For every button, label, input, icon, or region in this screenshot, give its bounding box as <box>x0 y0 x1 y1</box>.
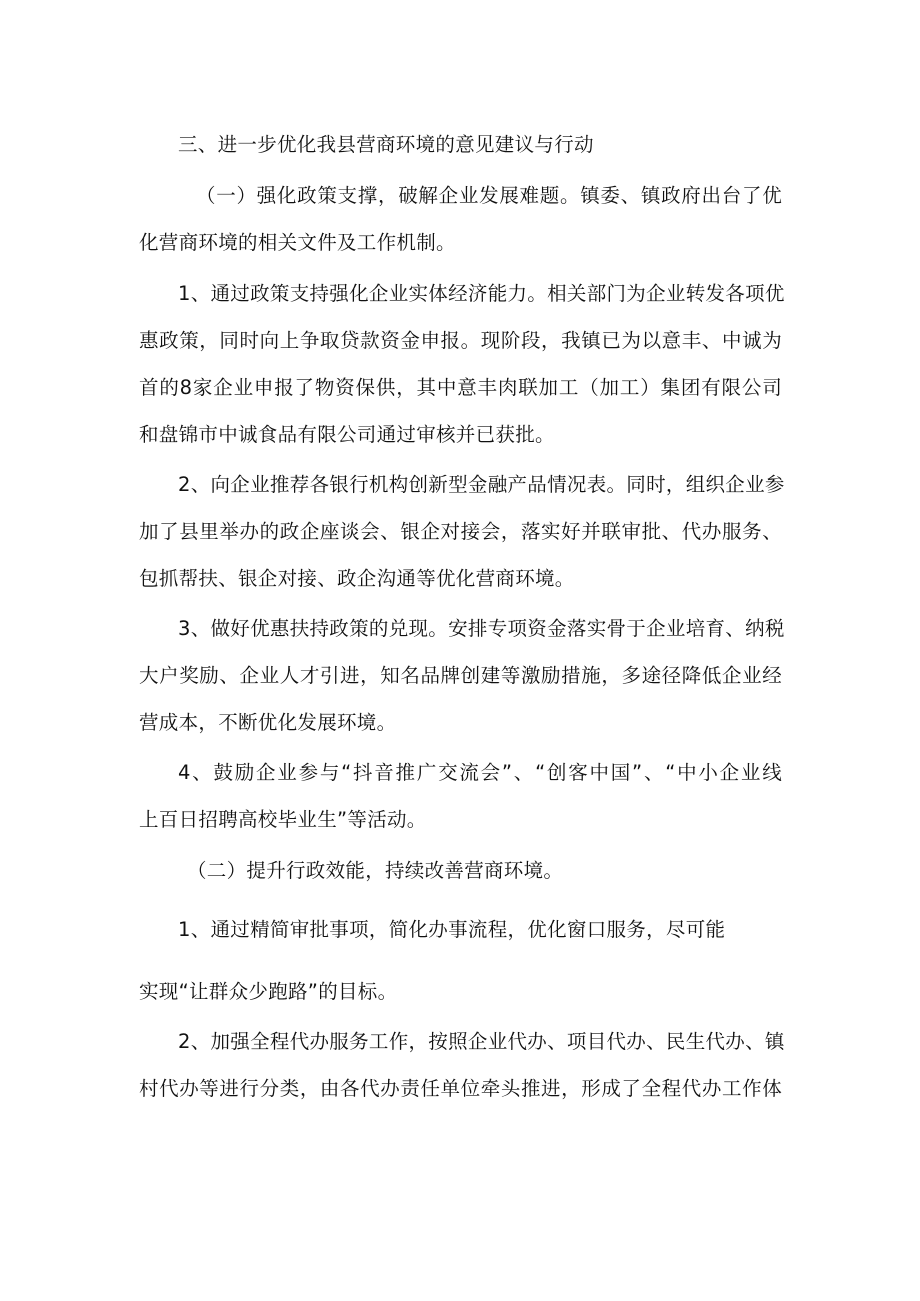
paragraph-line: 村代办等进行分类，由各代办责任单位牵头推进，形成了全程代办工作体 <box>139 1077 782 1100</box>
paragraph-line: 上百日招聘高校毕业生”等活动。 <box>139 808 427 831</box>
paragraph-line: 1、通过精简审批事项，简化办事流程，优化窗口服务，尽可能 <box>178 918 726 941</box>
paragraph-line: 营成本，不断优化发展环境。 <box>139 711 397 734</box>
paragraph-line: 和盘锦市中诚食品有限公司通过审核并已获批。 <box>139 423 555 446</box>
paragraph-line: 2、向企业推荐各银行机构创新型金融产品情况表。同时，组织企业参 <box>178 473 785 496</box>
section-heading: （二）提升行政效能，持续改善营商环境。 <box>187 859 564 882</box>
paragraph-line: 大户奖励、企业人才引进，知名品牌创建等激励措施，多途径降低企业经 <box>139 664 782 687</box>
paragraph-line: 包抓帮扶、银企对接、政企沟通等优化营商环境。 <box>139 567 575 590</box>
paragraph-line: 3、做好优惠扶持政策的兑现。安排专项资金落实骨于企业培育、纳税 <box>178 617 785 640</box>
paragraph-line: 加了县里举办的政企座谈会、银企对接会，落实好并联审批、代办服务、 <box>139 520 782 543</box>
paragraph-line: 1、通过政策支持强化企业实体经济能力。相关部门为企业转发各项优 <box>178 282 785 305</box>
section-heading: 三、进一步优化我县营商环境的意见建议与行动 <box>178 133 594 156</box>
paragraph-line: 2、加强全程代办服务工作，按照企业代办、项目代办、民生代办、镇 <box>178 1030 785 1053</box>
paragraph-line: （一）强化政策支撑，破解企业发展难题。镇委、镇政府出台了优 <box>196 184 782 207</box>
paragraph-line: 实现“让群众少跑路”的目标。 <box>139 980 398 1003</box>
paragraph-line: 化营商环境的相关文件及工作机制。 <box>139 231 456 254</box>
paragraph-line: 4、鼓励企业参与“抖音推广交流会”、“创客中国”、“中小企业线 <box>178 761 782 784</box>
paragraph-line: 惠政策，同时向上争取贷款资金申报。现阶段，我镇已为以意丰、中诚为 <box>139 329 782 352</box>
paragraph-line: 首的8家企业申报了物资保供，其中意丰肉联加工（加工）集团有限公司 <box>139 376 782 399</box>
